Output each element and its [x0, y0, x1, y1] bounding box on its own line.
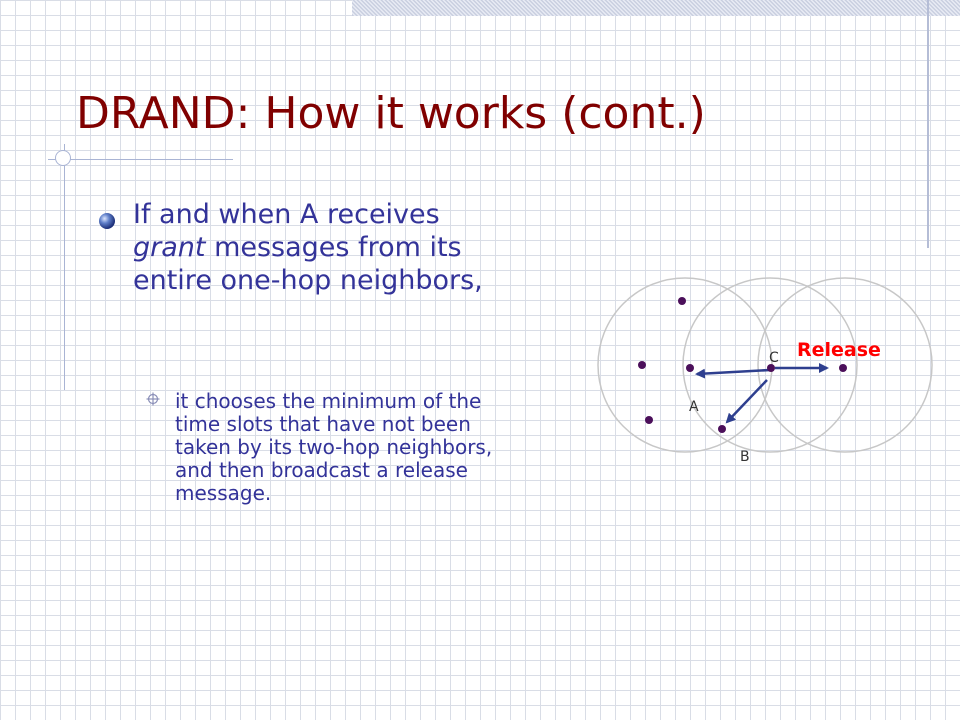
node	[678, 297, 686, 305]
node	[645, 416, 653, 424]
node	[839, 364, 847, 372]
top-decorative-band	[352, 0, 960, 16]
release-arrow-to-b	[727, 380, 767, 422]
range-circle-left	[598, 278, 772, 452]
node-label-c: C	[769, 350, 779, 366]
network-diagram	[590, 270, 950, 480]
node	[638, 361, 646, 369]
main-bullet-emphasis: grant	[133, 232, 206, 263]
node-label-a: A	[689, 399, 699, 415]
bullet-sphere-icon	[96, 210, 118, 232]
main-bullet-text	[133, 198, 493, 297]
slide-title: DRAND: How it works (cont.)	[76, 88, 706, 139]
node-a	[686, 364, 694, 372]
sub-bullet-text: it chooses the minimum of the time slots that have not been taken by its two-hop neighbors, and then broadcast a release message.	[175, 389, 493, 505]
right-decorative-line	[927, 0, 929, 248]
sub-bullet-crosshair-icon	[146, 392, 160, 406]
title-ring-ornament	[55, 150, 71, 166]
left-decorative-line	[64, 144, 65, 390]
release-label: Release	[797, 339, 881, 361]
title-underline	[48, 159, 233, 160]
node-b	[718, 425, 726, 433]
node-label-b: B	[740, 449, 750, 465]
main-bullet-text-end: messages from its entire one-hop neighbors,	[133, 232, 483, 296]
main-bullet-text-start: If and when A receives	[133, 199, 440, 230]
